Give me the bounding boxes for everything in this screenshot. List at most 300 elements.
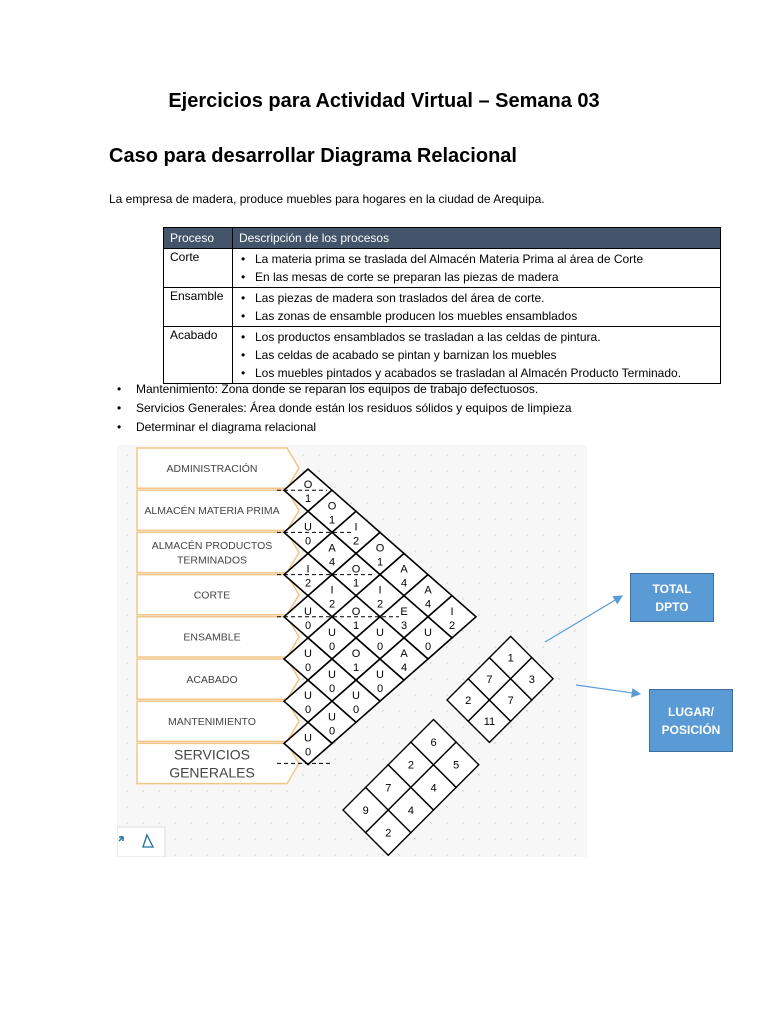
process-description: [233, 327, 721, 384]
grid-dot: [494, 502, 496, 504]
grid-dot: [302, 838, 304, 840]
grid-dot: [158, 822, 160, 824]
grid-dot: [510, 550, 512, 552]
grid-dot: [478, 758, 480, 760]
grid-dot: [126, 774, 128, 776]
relation-value: 1: [304, 493, 312, 506]
department-label: ALMACÉN PRODUCTOS: [151, 539, 273, 552]
grid-dot: [510, 838, 512, 840]
grid-dot: [366, 454, 368, 456]
grid-dot: [350, 790, 352, 792]
total-dpto-callout: TOTAL DPTO: [630, 573, 714, 622]
grid-dot: [126, 630, 128, 632]
grid-dot: [462, 838, 464, 840]
grid-dot: [126, 550, 128, 552]
grid-dot: [334, 774, 336, 776]
grid-dot: [526, 566, 528, 568]
grid-dot: [126, 502, 128, 504]
department-box: [137, 532, 299, 572]
grid-dot: [270, 838, 272, 840]
grid-dot: [574, 774, 576, 776]
grid-dot: [542, 518, 544, 520]
grid-dot: [238, 854, 240, 856]
grid-dot: [174, 806, 176, 808]
table-row: [164, 288, 721, 327]
grid-dot: [398, 710, 400, 712]
grid-dot: [574, 806, 576, 808]
grid-dot: [494, 758, 496, 760]
relation-value: 2: [376, 598, 384, 611]
grid-dot: [414, 534, 416, 536]
relation-value: 0: [328, 725, 336, 738]
grid-dot: [494, 518, 496, 520]
grid-dot: [222, 806, 224, 808]
grid-dot: [430, 502, 432, 504]
grid-dot: [494, 534, 496, 536]
grid-dot: [126, 566, 128, 568]
grid-dot: [542, 550, 544, 552]
grid-dot: [414, 550, 416, 552]
grid-dot: [270, 790, 272, 792]
relation-code: U: [304, 648, 312, 660]
grid-dot: [318, 838, 320, 840]
relation-value: 2: [328, 598, 336, 611]
department-label: TERMINADOS: [176, 554, 248, 567]
grid-dot: [526, 630, 528, 632]
grid-dot: [398, 486, 400, 488]
grid-dot: [174, 790, 176, 792]
grid-dot: [510, 854, 512, 856]
grid-dot: [398, 470, 400, 472]
grid-dot: [254, 838, 256, 840]
grid-dot: [542, 534, 544, 536]
grid-dot: [542, 790, 544, 792]
column-header-descripcion: Descripción de los procesos: [233, 228, 721, 249]
grid-dot: [574, 598, 576, 600]
grid-dot: [158, 806, 160, 808]
description-item: • La materia prima se traslada del Almacén Materia Prima al área de Corte: [255, 250, 714, 268]
relation-value: 0: [304, 662, 312, 674]
grid-dot: [398, 454, 400, 456]
grid-dot: [318, 854, 320, 856]
department-label: SERVICIOS: [174, 746, 250, 763]
grid-dot: [478, 790, 480, 792]
grid-dot: [558, 486, 560, 488]
grid-dot: [414, 454, 416, 456]
grid-dot: [126, 454, 128, 456]
grid-dot: [558, 534, 560, 536]
grid-dot: [206, 854, 208, 856]
grid-dot: [462, 646, 464, 648]
grid-dot: [302, 774, 304, 776]
grid-dot: [318, 790, 320, 792]
grid-dot: [558, 662, 560, 664]
relation-value: 4: [424, 598, 432, 611]
description-item: • Las zonas de ensamble producen los muebles ensamblados: [255, 307, 714, 325]
relation-value: 2: [448, 619, 456, 632]
grid-dot: [462, 582, 464, 584]
grid-dot: [350, 470, 352, 472]
grid-dot: [574, 470, 576, 472]
relation-code: A: [424, 584, 432, 597]
grid-dot: [542, 726, 544, 728]
grid-dot: [142, 790, 144, 792]
grid-dot: [350, 454, 352, 456]
grid-dot: [526, 790, 528, 792]
relation-value: 0: [424, 640, 432, 653]
grid-dot: [462, 822, 464, 824]
grid-dot: [270, 854, 272, 856]
table-row: [164, 327, 721, 384]
relation-value: 4: [328, 556, 336, 569]
grid-dot: [302, 470, 304, 472]
grid-dot: [510, 598, 512, 600]
grid-dot: [494, 598, 496, 600]
grid-dot: [430, 550, 432, 552]
grid-dot: [382, 502, 384, 504]
grid-dot: [558, 854, 560, 856]
grid-dot: [126, 598, 128, 600]
grid-dot: [126, 518, 128, 520]
process-table: [163, 227, 721, 384]
grid-dot: [414, 710, 416, 712]
relation-code: O: [303, 479, 313, 492]
grid-dot: [206, 838, 208, 840]
relation-code: A: [400, 648, 408, 660]
relation-value: 0: [304, 746, 312, 759]
relation-value: 1: [376, 556, 384, 569]
grid-dot: [446, 646, 448, 648]
department-label: ACABADO: [186, 673, 238, 686]
grid-dot: [318, 806, 320, 808]
grid-dot: [526, 774, 528, 776]
grid-dot: [414, 694, 416, 696]
grid-dot: [526, 518, 528, 520]
grid-dot: [526, 502, 528, 504]
relation-code: O: [351, 648, 361, 660]
grid-dot: [574, 518, 576, 520]
grid-dot: [126, 790, 128, 792]
grid-dot: [558, 550, 560, 552]
grid-dot: [478, 470, 480, 472]
grid-dot: [366, 470, 368, 472]
grid-dot: [430, 486, 432, 488]
grid-dot: [350, 758, 352, 760]
grid-dot: [126, 806, 128, 808]
grid-dot: [158, 790, 160, 792]
grid-dot: [526, 758, 528, 760]
relation-value: 1: [352, 662, 360, 674]
grid-dot: [462, 454, 464, 456]
grid-dot: [126, 486, 128, 488]
relation-code: A: [328, 542, 336, 555]
relation-code: O: [351, 605, 361, 618]
grid-dot: [414, 678, 416, 680]
process-description: [233, 288, 721, 327]
grid-dot: [462, 678, 464, 680]
grid-dot: [510, 614, 512, 616]
grid-dot: [510, 566, 512, 568]
relation-code: U: [376, 669, 384, 682]
grid-dot: [174, 822, 176, 824]
grid-dot: [382, 854, 384, 856]
grid-dot: [366, 486, 368, 488]
grid-dot: [126, 678, 128, 680]
grid-dot: [446, 822, 448, 824]
grid-dot: [462, 726, 464, 728]
description-item: • Las celdas de acabado se pintan y barnizan los muebles: [255, 346, 714, 364]
grid-dot: [190, 822, 192, 824]
relation-code: U: [328, 669, 336, 682]
grid-dot: [542, 646, 544, 648]
grid-dot: [526, 838, 528, 840]
grid-dot: [510, 758, 512, 760]
document-title: Ejercicios para Actividad Virtual – Semana 03: [168, 90, 600, 112]
grid-dot: [558, 822, 560, 824]
grid-dot: [430, 518, 432, 520]
grid-dot: [494, 614, 496, 616]
intro-paragraph: La empresa de madera, produce muebles para hogares en la ciudad de Arequipa.: [109, 192, 545, 206]
process-name: Acabado: [164, 327, 233, 384]
grid-dot: [494, 790, 496, 792]
grid-dot: [414, 726, 416, 728]
grid-dot: [126, 470, 128, 472]
grid-dot: [510, 630, 512, 632]
grid-dot: [430, 454, 432, 456]
grid-dot: [270, 806, 272, 808]
department-label: MANTENIMIENTO: [168, 715, 256, 728]
grid-dot: [510, 502, 512, 504]
relation-code: U: [304, 732, 312, 745]
bullet-item: • Determinar el diagrama relacional: [117, 418, 572, 437]
grid-dot: [430, 470, 432, 472]
grid-dot: [574, 694, 576, 696]
grid-dot: [398, 854, 400, 856]
grid-dot: [526, 646, 528, 648]
lugar-posicion-value: 6: [430, 737, 437, 750]
grid-dot: [318, 470, 320, 472]
grid-dot: [462, 790, 464, 792]
grid-dot: [478, 502, 480, 504]
bullet-item: • Servicios Generales: Área donde están los residuos sólidos y equipos de limpieza: [117, 399, 572, 418]
relation-value: 2: [304, 577, 312, 590]
grid-dot: [334, 758, 336, 760]
grid-dot: [526, 486, 528, 488]
grid-dot: [126, 662, 128, 664]
grid-dot: [382, 486, 384, 488]
relation-value: 4: [400, 577, 408, 590]
grid-dot: [574, 582, 576, 584]
grid-dot: [430, 566, 432, 568]
grid-dot: [302, 790, 304, 792]
canvas-toolbar: [117, 827, 165, 857]
grid-dot: [366, 838, 368, 840]
grid-dot: [286, 822, 288, 824]
grid-dot: [542, 486, 544, 488]
grid-dot: [510, 726, 512, 728]
grid-dot: [238, 822, 240, 824]
grid-dot: [558, 470, 560, 472]
grid-dot: [542, 662, 544, 664]
grid-dot: [190, 790, 192, 792]
grid-dot: [398, 534, 400, 536]
relation-code: I: [330, 584, 334, 597]
grid-dot: [446, 486, 448, 488]
grid-dot: [478, 566, 480, 568]
grid-dot: [446, 662, 448, 664]
relation-value: 0: [352, 704, 360, 717]
relation-value: 0: [304, 619, 312, 632]
grid-dot: [574, 614, 576, 616]
relation-code: I: [378, 584, 382, 597]
grid-dot: [142, 822, 144, 824]
grid-dot: [286, 806, 288, 808]
grid-dot: [574, 646, 576, 648]
relation-value: 1: [352, 619, 360, 632]
grid-dot: [542, 470, 544, 472]
grid-dot: [478, 838, 480, 840]
relation-value: 0: [328, 640, 336, 653]
grid-dot: [542, 566, 544, 568]
grid-dot: [510, 470, 512, 472]
total-dpto-value: 1: [507, 652, 514, 665]
description-item: • Los productos ensamblados se trasladan a las celdas de pintura.: [255, 328, 714, 346]
grid-dot: [446, 710, 448, 712]
grid-dot: [430, 822, 432, 824]
grid-dot: [574, 790, 576, 792]
grid-dot: [510, 790, 512, 792]
grid-dot: [414, 838, 416, 840]
grid-dot: [206, 790, 208, 792]
grid-dot: [446, 518, 448, 520]
grid-dot: [462, 662, 464, 664]
department-label: GENERALES: [169, 764, 255, 781]
grid-dot: [414, 486, 416, 488]
grid-dot: [574, 630, 576, 632]
grid-dot: [414, 854, 416, 856]
grid-dot: [126, 726, 128, 728]
grid-dot: [350, 742, 352, 744]
grid-dot: [574, 838, 576, 840]
grid-dot: [462, 486, 464, 488]
grid-dot: [462, 742, 464, 744]
grid-dot: [126, 582, 128, 584]
relation-value: 4: [400, 662, 408, 674]
relation-code: O: [327, 500, 337, 513]
grid-dot: [574, 854, 576, 856]
grid-dot: [558, 614, 560, 616]
grid-dot: [142, 806, 144, 808]
grid-dot: [126, 646, 128, 648]
grid-dot: [526, 614, 528, 616]
grid-dot: [462, 566, 464, 568]
lugar-posicion-value: 7: [385, 782, 392, 795]
lugar-posicion-value: 2: [407, 759, 414, 772]
grid-dot: [430, 694, 432, 696]
relational-diagram-canvas: [117, 445, 587, 857]
grid-dot: [414, 470, 416, 472]
grid-dot: [446, 502, 448, 504]
grid-dot: [446, 838, 448, 840]
grid-dot: [334, 806, 336, 808]
grid-dot: [574, 726, 576, 728]
grid-dot: [494, 550, 496, 552]
relation-value: 2: [352, 535, 360, 548]
grid-dot: [558, 678, 560, 680]
grid-dot: [350, 854, 352, 856]
grid-dot: [478, 534, 480, 536]
grid-dot: [558, 598, 560, 600]
grid-dot: [318, 774, 320, 776]
total-dpto-value: 7: [486, 673, 493, 686]
grid-dot: [494, 470, 496, 472]
grid-dot: [574, 822, 576, 824]
grid-dot: [302, 678, 304, 680]
grid-dot: [126, 758, 128, 760]
relation-code: U: [328, 626, 336, 639]
grid-dot: [478, 518, 480, 520]
grid-dot: [558, 806, 560, 808]
grid-dot: [334, 838, 336, 840]
grid-dot: [478, 598, 480, 600]
grid-dot: [494, 582, 496, 584]
grid-dot: [558, 726, 560, 728]
grid-dot: [542, 614, 544, 616]
grid-dot: [478, 742, 480, 744]
grid-dot: [542, 822, 544, 824]
grid-dot: [446, 694, 448, 696]
grid-dot: [510, 774, 512, 776]
grid-dot: [558, 774, 560, 776]
grid-dot: [334, 822, 336, 824]
relation-value: 0: [304, 535, 312, 548]
grid-dot: [446, 806, 448, 808]
grid-dot: [446, 534, 448, 536]
grid-dot: [366, 726, 368, 728]
grid-dot: [558, 838, 560, 840]
relation-code: O: [351, 563, 361, 576]
grid-dot: [446, 470, 448, 472]
grid-dot: [254, 854, 256, 856]
grid-dot: [494, 646, 496, 648]
grid-dot: [478, 582, 480, 584]
grid-dot: [494, 854, 496, 856]
relation-code: A: [400, 563, 408, 576]
grid-dot: [574, 454, 576, 456]
grid-dot: [558, 566, 560, 568]
grid-dot: [526, 854, 528, 856]
relation-value: 0: [376, 683, 384, 696]
grid-dot: [430, 710, 432, 712]
grid-dot: [382, 758, 384, 760]
grid-dot: [494, 774, 496, 776]
grid-dot: [558, 694, 560, 696]
grid-dot: [526, 582, 528, 584]
grid-dot: [398, 502, 400, 504]
description-item: • Las piezas de madera son traslados del área de corte.: [255, 289, 714, 307]
grid-dot: [462, 502, 464, 504]
bullet-item: • Mantenimiento: Zona donde se reparan los equipos de trabajo defectuosos.: [117, 380, 572, 399]
grid-dot: [462, 598, 464, 600]
grid-dot: [478, 454, 480, 456]
department-label: ENSAMBLE: [183, 631, 241, 644]
grid-dot: [350, 822, 352, 824]
grid-dot: [478, 630, 480, 632]
relation-value: 1: [352, 577, 360, 590]
relation-code: U: [376, 626, 384, 639]
total-dpto-value: 7: [507, 695, 514, 707]
grid-dot: [510, 806, 512, 808]
